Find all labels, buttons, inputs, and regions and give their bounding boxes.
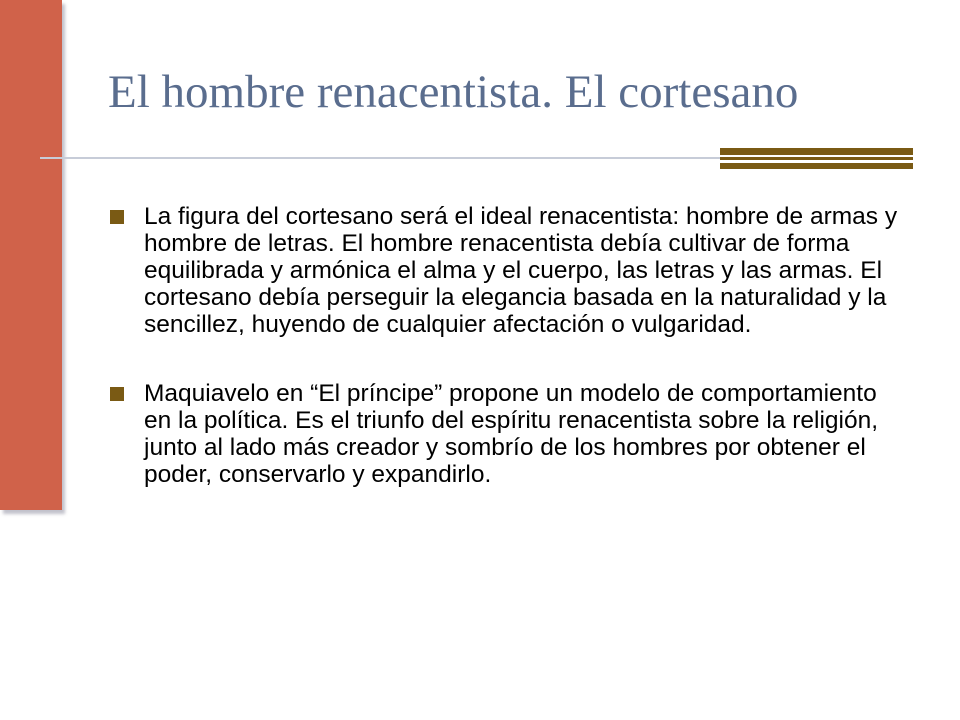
square-bullet-icon — [110, 210, 124, 224]
bullet-item — [108, 203, 908, 338]
accent-line-thick — [720, 148, 913, 155]
accent-line-thin — [720, 157, 913, 160]
bullet-text: Maquiavelo en “El príncipe” propone un modelo de comportamiento en la política. Es el triunfo del espíritu renacentista sobre la religión, junto al lado más creador y sombrío de los hombres por obtener el poder, conservarlo y expandirlo. — [144, 380, 879, 488]
title-accent-lines — [720, 148, 913, 170]
accent-line-medium — [720, 163, 913, 169]
bullet-list — [108, 203, 908, 530]
square-bullet-icon — [110, 387, 124, 401]
slide-title: El hombre renacentista. El cortesano — [108, 66, 799, 118]
title-divider — [40, 157, 720, 159]
bullet-text: La figura del cortesano será el ideal renacentista: hombre de armas y hombre de letras. El hombre renacentista debía cultivar de forma equilibrada y armónica el alma y el cuerpo, las letras y las armas. El cortesano debía perseguir la elegancia basada en la naturalidad y la sencillez, huyendo de cualquier afectación o vulgaridad. — [144, 203, 898, 338]
side-accent-bar — [0, 0, 62, 510]
bullet-item — [108, 380, 908, 488]
